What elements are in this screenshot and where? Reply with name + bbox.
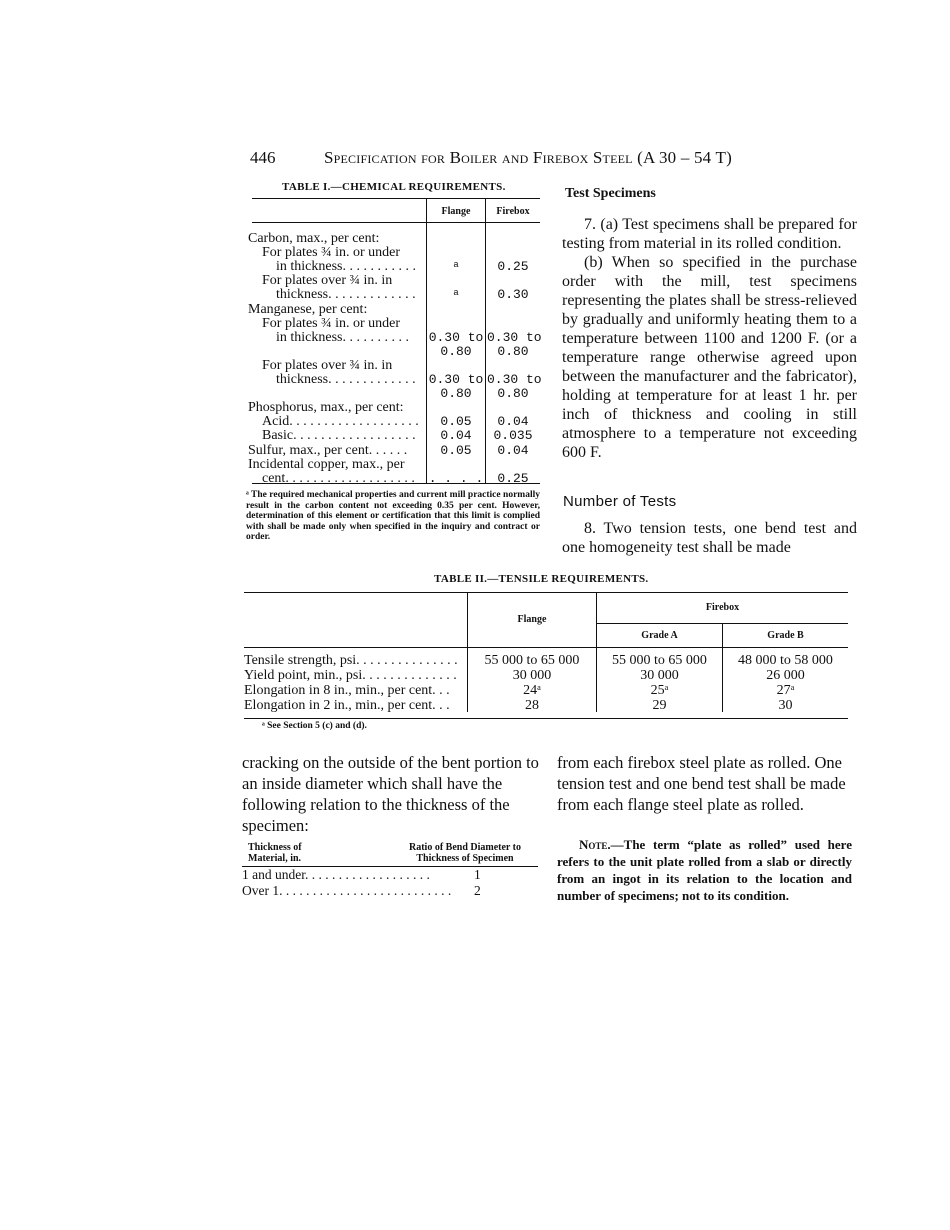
- bend-header-thickness-line1: Thickness of: [248, 842, 302, 853]
- table2-header-firebox: Firebox: [705, 602, 740, 613]
- note: [557, 836, 852, 904]
- table1-row-firebox: 0.80: [497, 343, 529, 359]
- table2-row-grade-a: 29: [652, 698, 667, 713]
- bend-header-ratio-line1: Ratio of Bend Diameter to: [408, 842, 522, 853]
- table1-footnote: ᵃ The required mechanical properties and current mill practice normally result in the carbon content not exceeding 0.35 per cent. However, determination of this element or certification that this limit is complied with shall be made only when specified in the inquiry and contract or order.: [246, 490, 540, 542]
- table2-row-label: Tensile strength, psi. . . . . . . . . . . . . . .: [244, 653, 458, 668]
- note-label: Note.: [579, 837, 611, 852]
- table2-row-grade-b: 26 000: [766, 668, 805, 683]
- para-7a: 7. (a) Test specimens shall be prepared for testing from material in its rolled condition.: [562, 216, 857, 252]
- table2-row: [244, 698, 848, 713]
- table1-row-firebox: 0.25: [497, 470, 529, 486]
- table1-row-firebox: 0.04: [497, 414, 529, 430]
- page-number: 446: [250, 148, 276, 167]
- bend-header-ratio: [392, 842, 538, 864]
- table2-row-flange: 30 000: [512, 668, 552, 683]
- table2: [244, 592, 848, 720]
- table1-row-flange: ᵃ: [452, 259, 460, 275]
- section-heading-number-of-tests: Number of Tests: [563, 493, 677, 510]
- table2-row-flange: 24ᵃ: [523, 683, 541, 698]
- table1-row-label: cent. . . . . . . . . . . . . . . . . . .: [262, 470, 415, 486]
- table2-header-grade-b: Grade B: [767, 630, 804, 641]
- table1-row-firebox: 0.25: [497, 259, 529, 275]
- table1-row-label: For plates ¾ in. or under: [262, 245, 401, 261]
- table1-row-label: Acid. . . . . . . . . . . . . . . . . . .: [262, 414, 419, 430]
- bend-row: [242, 867, 542, 883]
- table1-row-label: Manganese, per cent:: [248, 301, 368, 317]
- table2-row-label: Elongation in 8 in., min., per cent. . .: [244, 683, 450, 698]
- table1-header-flange: Flange: [441, 206, 471, 217]
- table1-row-firebox: 0.30: [497, 287, 529, 303]
- table2-row-flange: 55 000 to 65 000: [484, 653, 580, 668]
- table1-row-label: Sulfur, max., per cent. . . . . .: [248, 442, 408, 458]
- table1-row-label: Basic. . . . . . . . . . . . . . . . . .: [262, 428, 416, 444]
- table2-row-grade-b: 27ᵃ: [776, 683, 795, 698]
- table1-row-flange: 0.05: [440, 414, 472, 430]
- test-specimens-body: [562, 215, 857, 462]
- bend-header-thickness: [248, 842, 302, 864]
- table1-row-label: Phosphorus, max., per cent:: [248, 400, 404, 416]
- table1-row-firebox: 0.30 to: [487, 329, 542, 345]
- table1-col-divider: [485, 198, 486, 484]
- table2-row: [244, 683, 848, 698]
- table2-header-rule: [244, 647, 848, 648]
- table1-row-flange: ᵃ: [452, 287, 460, 303]
- bend-test-paragraph: cracking on the outside of the bent portion to an inside diameter which shall have the following relation to the thickness of the specimen:: [242, 753, 539, 835]
- para-7b: (b) When so specified in the purchase order with the mill, test specimens representing the plates shall be stress-relieved by gradually and uniformly heating them to a temperature between 1100 and 1200 F. (or a temperature range otherwise agreed upon between the manufacturer and the fabricator), holding at temperature for at least 1 hr. per inch of thickness and cooling in still atmosphere to a temperature not exceeding 600 F.: [562, 254, 857, 461]
- table2-row: [244, 668, 848, 683]
- table1-row-label: in thickness. . . . . . . . . . .: [276, 259, 416, 275]
- para-8: 8. Two tension tests, one bend test and one homogeneity test shall be made: [562, 520, 857, 556]
- table1-row-label: For plates ¾ in. or under: [262, 315, 401, 331]
- table1-col-divider: [426, 198, 427, 484]
- table1-row-flange: 0.04: [440, 428, 472, 444]
- table1-top-rule: [252, 198, 540, 199]
- table1-row-flange: 0.30 to: [428, 372, 484, 387]
- section-heading-test-specimens: Test Specimens: [565, 186, 656, 201]
- table1: [248, 198, 540, 484]
- bend-row-label: Over 1. . . . . . . . . . . . . . . . . . . . . . . . . .: [242, 883, 452, 898]
- table1-row-firebox: 0.04: [497, 442, 529, 458]
- number-of-tests-body: [562, 519, 857, 557]
- table2-header-flange: Flange: [517, 614, 547, 625]
- tests-continued-paragraph: from each firebox steel plate as rolled. One tension test and one bend test shall be made from each flange steel plate as rolled.: [557, 753, 846, 814]
- table1-row-flange: 0.30 to: [428, 329, 484, 345]
- table1-row-firebox: 0.80: [497, 386, 529, 402]
- bend-header-ratio-line2: Thickness of Specimen: [416, 853, 514, 864]
- bend-row-value: 1: [474, 867, 481, 882]
- bend-row: [242, 883, 542, 899]
- table1-row-flange: 0.80: [440, 343, 472, 359]
- table2-row: [244, 653, 848, 668]
- table1-row-label: For plates over ¾ in. in: [262, 273, 393, 289]
- bend-header-thickness-line2: Material, in.: [248, 853, 302, 864]
- table2-row-grade-b: 48 000 to 58 000: [738, 653, 833, 668]
- table2-caption: TABLE II.—TENSILE REQUIREMENTS.: [434, 573, 649, 585]
- table1-row-label: in thickness. . . . . . . . . .: [276, 329, 409, 345]
- table1-header-firebox: Firebox: [496, 206, 530, 217]
- table1-row-label: For plates over ¾ in. in: [262, 357, 393, 373]
- table1-row-firebox: 0.30 to: [487, 372, 542, 387]
- running-title: Specification for Boiler and Firebox Steel (A 30 – 54 T): [324, 148, 732, 167]
- table1-row-flange: 0.05: [440, 442, 472, 458]
- table2-row-grade-a: 55 000 to 65 000: [612, 653, 707, 668]
- table2-footnote: ᵃ See Section 5 (c) and (d).: [262, 721, 367, 731]
- table1-row-firebox: 0.035: [493, 428, 533, 444]
- table2-row-grade-a: 30 000: [640, 668, 679, 683]
- table1-row-label: Incidental copper, max., per: [248, 456, 405, 472]
- bend-row-label: 1 and under. . . . . . . . . . . . . . . . . . .: [242, 867, 430, 882]
- table2-header-grade-a: Grade A: [641, 630, 678, 641]
- table2-row-label: Elongation in 2 in., min., per cent. . .: [244, 698, 450, 713]
- table2-row-label: Yield point, min., psi. . . . . . . . . . . . . .: [244, 668, 457, 683]
- table1-caption: TABLE I.—CHEMICAL REQUIREMENTS.: [282, 181, 506, 193]
- table1-row-flange: . . . .: [428, 470, 484, 486]
- note-text: —The term “plate as rolled” used here refers to the unit plate rolled from a slab or directly from an ingot in its relation to the location and number of specimens; not to its condition.: [557, 837, 852, 903]
- table2-top-rule: [244, 592, 848, 593]
- table2-row-grade-b: 30: [778, 698, 793, 713]
- table2-row-grade-a: 25ᵃ: [650, 683, 669, 698]
- table1-row-label: thickness. . . . . . . . . . . . .: [276, 372, 416, 387]
- table1-row-label: Carbon, max., per cent:: [248, 231, 380, 246]
- table1-row-flange: 0.80: [440, 386, 472, 402]
- table2-bottom-rule: [244, 718, 848, 719]
- bend-row-value: 2: [474, 883, 481, 898]
- table1-header-rule: [252, 222, 540, 223]
- table2-row-flange: 28: [525, 698, 539, 713]
- table1-row-label: thickness. . . . . . . . . . . . .: [276, 287, 416, 303]
